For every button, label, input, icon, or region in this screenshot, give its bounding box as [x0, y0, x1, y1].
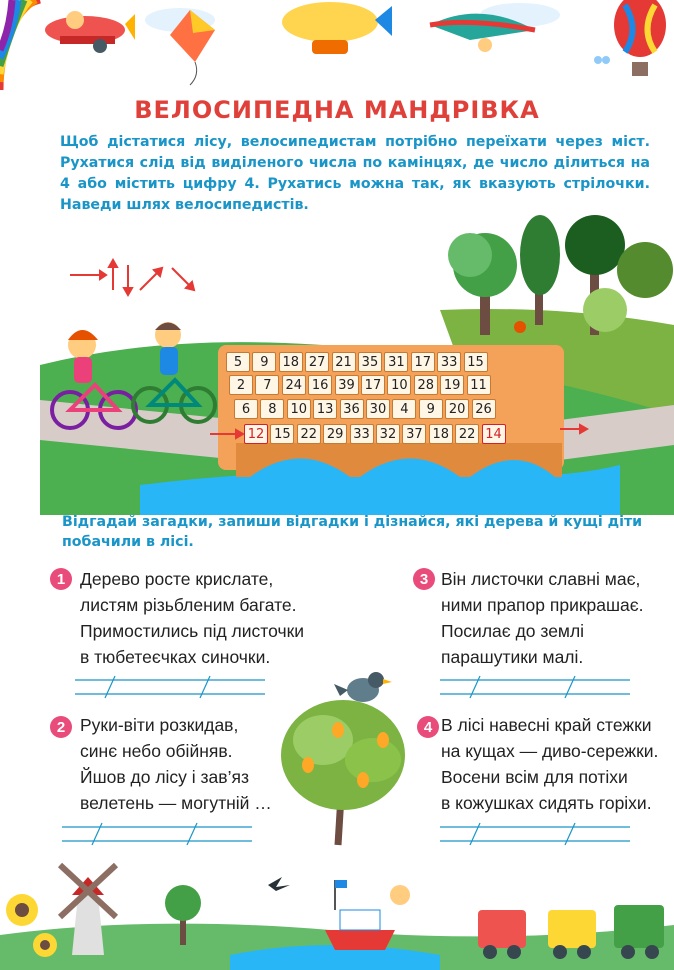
- airplane-icon: [45, 11, 135, 53]
- stone-cell[interactable]: 15: [464, 352, 488, 372]
- task-instructions: Щоб дістатися лісу, велосипедистам потрібно переїхати через міст. Рухатися слід від виділеного числа по камінцях, де число ділиться на 4 або містить цифру 4. Рухатись можна так, як вказують стрілочки. Наведи шлях велосипедистів.: [60, 134, 650, 213]
- riddle-line: листям різьбленим багате.: [80, 595, 297, 615]
- bird-icon: [334, 672, 392, 702]
- stone-cell[interactable]: 30: [366, 399, 390, 419]
- stone-cell[interactable]: 4: [392, 399, 416, 419]
- stone-cell[interactable]: 17: [361, 375, 385, 395]
- answer-line-1[interactable]: [75, 675, 265, 699]
- riddle-line: велетень — могутній …: [80, 793, 272, 813]
- riddle-line: Йшов до лісу і зав’яз: [80, 767, 249, 787]
- stone-cell[interactable]: 10: [387, 375, 411, 395]
- stone-cell[interactable]: 35: [358, 352, 382, 372]
- stone-cell[interactable]: 32: [376, 424, 400, 444]
- stone-cell[interactable]: 17: [411, 352, 435, 372]
- stone-cell[interactable]: 27: [305, 352, 329, 372]
- stone-cell[interactable]: 37: [402, 424, 426, 444]
- riddles-instructions: Відгадай загадки, запиши відгадки і дізнайся, які дерева й кущі діти побачили в лісі.: [62, 514, 643, 550]
- stone-cell[interactable]: 19: [440, 375, 464, 395]
- bridge-row: [229, 375, 493, 395]
- riddle-line: Дерево росте крислате,: [80, 569, 274, 589]
- stone-cell[interactable]: 16: [308, 375, 332, 395]
- riddle-line: Руки-віти розкидав,: [80, 715, 239, 735]
- riddle-line: синє небо обійняв.: [80, 741, 233, 761]
- bridge-row: [226, 352, 490, 372]
- stone-cell[interactable]: 9: [419, 399, 443, 419]
- rainbow-icon: [0, 0, 40, 90]
- riddle-number-badge: 1: [50, 568, 72, 590]
- stone-cell[interactable]: 11: [467, 375, 491, 395]
- stone-cell[interactable]: 15: [270, 424, 294, 444]
- riddle-line: парашутики малі.: [441, 647, 584, 667]
- stone-cell[interactable]: 24: [282, 375, 306, 395]
- stone-cell[interactable]: 20: [445, 399, 469, 419]
- end-stone-cell[interactable]: 14: [482, 424, 506, 444]
- riddle-1: [80, 566, 304, 670]
- answer-line-3[interactable]: [440, 675, 630, 699]
- riddle-line: Примостились під листочки: [80, 621, 304, 641]
- riddle-number-badge: 4: [417, 716, 439, 738]
- stone-cell[interactable]: 22: [455, 424, 479, 444]
- stone-cell[interactable]: 31: [384, 352, 408, 372]
- stone-cell[interactable]: 9: [252, 352, 276, 372]
- stone-cell[interactable]: 22: [297, 424, 321, 444]
- riddle-number-badge: 2: [50, 716, 72, 738]
- tree-with-bird-icon: [268, 670, 428, 850]
- stone-cell[interactable]: 2: [229, 375, 253, 395]
- riddle-line: в кожушках сидять горіхи.: [441, 793, 652, 813]
- riddle-number-badge: 3: [413, 568, 435, 590]
- stone-cell[interactable]: 18: [429, 424, 453, 444]
- riddle-line: Посилає до землі: [441, 621, 585, 641]
- start-stone-cell[interactable]: 12: [244, 424, 268, 444]
- page-title: ВЕЛОСИПЕДНА МАНДРІВКА: [134, 96, 540, 124]
- stone-cell[interactable]: 6: [234, 399, 258, 419]
- top-decoration: [0, 0, 674, 90]
- answer-line-2[interactable]: [62, 822, 252, 846]
- stone-cell[interactable]: 33: [437, 352, 461, 372]
- stone-cell[interactable]: 7: [255, 375, 279, 395]
- riddle-4: [441, 712, 658, 816]
- bridge-row: [244, 424, 508, 444]
- balloon-icon: [614, 0, 666, 76]
- stone-cell[interactable]: 5: [226, 352, 250, 372]
- stone-cell[interactable]: 8: [260, 399, 284, 419]
- blimp-icon: [282, 2, 392, 54]
- butterfly-icon: [594, 56, 610, 64]
- riddle-line: в тюбетеєчках синочки.: [80, 647, 271, 667]
- direction-arrows-icon: [70, 260, 194, 295]
- stone-cell[interactable]: 28: [414, 375, 438, 395]
- bottom-decoration: [0, 855, 674, 970]
- stone-cell[interactable]: 18: [279, 352, 303, 372]
- riddle-line: Він листочки славні має,: [441, 569, 641, 589]
- stone-cell[interactable]: 33: [350, 424, 374, 444]
- riddle-line: на кущах — диво-сережки.: [441, 741, 659, 761]
- stone-cell[interactable]: 10: [287, 399, 311, 419]
- riddle-2: [80, 712, 272, 816]
- stone-cell[interactable]: 36: [340, 399, 364, 419]
- stone-cell[interactable]: 39: [335, 375, 359, 395]
- bridge-number-grid: [226, 350, 556, 450]
- stone-cell[interactable]: 26: [472, 399, 496, 419]
- riddle-line: ними прапор прикрашає.: [441, 595, 644, 615]
- swallow-icon: [268, 877, 290, 891]
- stone-cell[interactable]: 29: [323, 424, 347, 444]
- stone-cell[interactable]: 13: [313, 399, 337, 419]
- riddle-line: В лісі навесні край стежки: [441, 715, 652, 735]
- stone-cell[interactable]: 21: [332, 352, 356, 372]
- bridge-row: [234, 399, 498, 419]
- answer-line-4[interactable]: [440, 822, 630, 846]
- riddle-3: [441, 566, 644, 670]
- riddle-line: Восени всім для потіхи: [441, 767, 628, 787]
